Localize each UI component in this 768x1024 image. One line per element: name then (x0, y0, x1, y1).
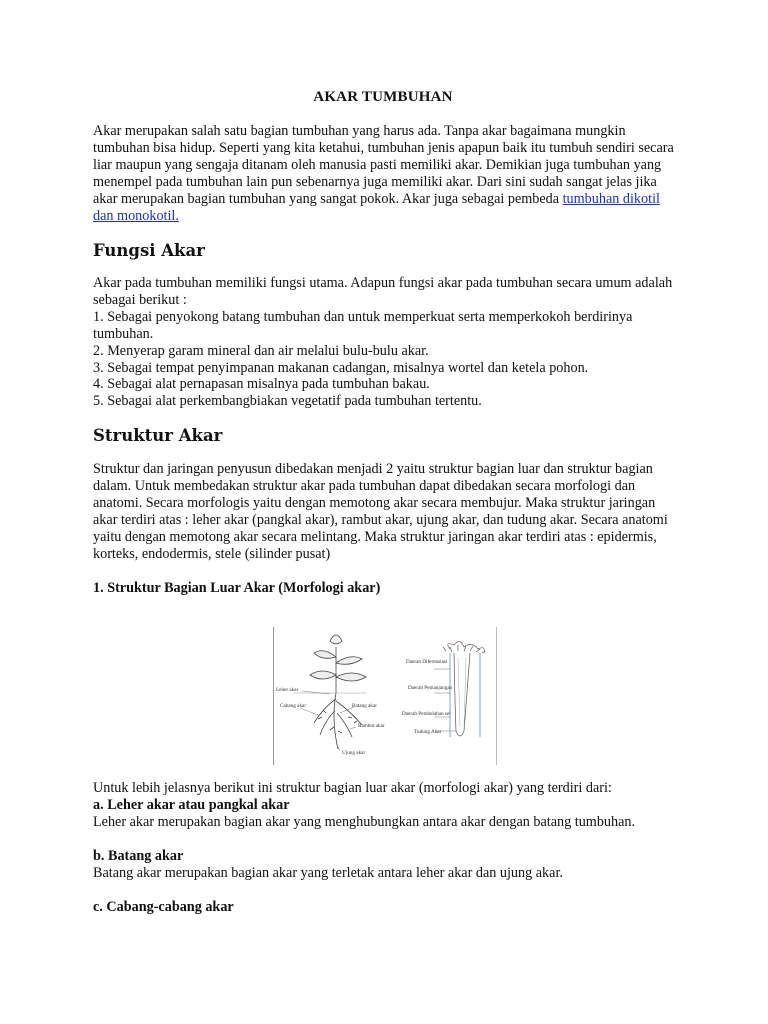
root-tip-labels (402, 658, 456, 735)
batang-akar-heading: b. Batang akar (93, 847, 184, 864)
fungsi-heading: Fungsi Akar (93, 241, 205, 260)
daerah-diferensiasi-label: Daerah Diferensiasi (406, 659, 448, 665)
rambut-akar-label: Rambut akar (358, 723, 385, 729)
fungsi-item: 3. Sebagai tempat penyimpanan makanan cadangan, misalnya wortel dan ketela pohon. (93, 359, 589, 376)
intro-text: Akar merupakan salah satu bagian tumbuhan yang harus ada. Tanpa akar bagaimana mungkin tumbuhan bisa hidup. Seperti yang kita ketahui, tumbuhan jenis apapun baik itu tumbuh sendiri secara liar maupun yang sengaja ditanam oleh manusia pasti memiliki akar. Demikian juga tumbuhan yang menempel pada tumbuhan lain pun sebenarnya juga memiliki akar. Dari sini sudah sangat jelas jika akar merupakan bagian tumbuhan yang sangat pokok. Akar juga sebagai pembeda (93, 123, 674, 207)
fungsi-item: 1. Sebagai penyokong batang tumbuhan dan untuk memperkuat serta memperkokoh berdirinya tumbuhan. (93, 308, 633, 342)
struktur-text: Struktur dan jaringan penyusun dibedakan menjadi 2 yaitu struktur bagian luar dan struktur bagian dalam. Untuk membedakan struktur akar pada tumbuhan dapat dibedakan secara morfologi dan anatomi. Secara morfologis yaitu dengan memotong akar secara membujur. Maka struktur jaringan akar terdiri atas : leher akar (pangkal akar), rambut akar, ujung akar, dan tudung akar. Secara anatomi yaitu dengan memotong akar secara melintang. Maka struktur jaringan akar terdiri atas : epidermis, korteks, endodermis, stele (silinder pusat) (93, 461, 668, 562)
leher-akar-label: Leher akar (276, 687, 299, 693)
daerah-pembelahan-label: Daerah Pembelahan sel (402, 711, 451, 717)
plant-illustration (294, 635, 366, 749)
morfologi-intro: Untuk lebih jelasnya berikut ini struktur bagian luar akar (morfologi akar) yang terdiri dari: (93, 780, 612, 796)
leher-akar-text: Leher akar merupakan bagian akar yang menghubungkan antara akar dengan batang tumbuhan. (93, 813, 636, 830)
morfologi-section (93, 780, 683, 915)
cabang-akar-heading: c. Cabang-cabang akar (93, 898, 234, 915)
root-diagram (274, 627, 496, 765)
ujung-akar-label: Ujung akar (342, 750, 366, 756)
fungsi-item: 5. Sebagai alat perkembangbiakan vegetatif pada tumbuhan tertentu. (93, 393, 482, 410)
fungsi-intro: Akar pada tumbuhan memiliki fungsi utama. Adapun fungsi akar pada tumbuhan secara umum adalah sebagai berikut : (93, 275, 673, 308)
fungsi-item: 4. Sebagai alat pernapasan misalnya pada tumbuhan bakau. (93, 376, 430, 393)
struktur-heading: Struktur Akar (93, 426, 223, 445)
batang-akar-text: Batang akar merupakan bagian akar yang terletak antara leher akar dan ujung akar. (93, 864, 563, 881)
leher-akar-heading: a. Leher akar atau pangkal akar (93, 796, 290, 813)
fungsi-section (93, 275, 683, 410)
daerah-pemanjangan-label: Daerah Pemanjangan (408, 685, 453, 691)
batang-akar-label: Batang akar (352, 703, 377, 709)
plant-labels (276, 687, 385, 756)
page-title: AKAR TUMBUHAN (313, 89, 453, 105)
struktur-paragraph (93, 461, 683, 562)
struktur-luar-heading: 1. Struktur Bagian Luar Akar (Morfologi akar) (93, 580, 381, 596)
cabang-akar-label: Cabang akar (280, 703, 307, 709)
dikotil-monokotil-link[interactable]: tumbuhan dikotil dan monokotil. (93, 190, 660, 224)
fungsi-item: 2. Menyerap garam mineral dan air melalui bulu-bulu akar. (93, 342, 429, 359)
tudung-akar-label: Tudung Akar (414, 729, 442, 735)
intro-paragraph (93, 123, 683, 224)
root-structure-figure (273, 627, 497, 765)
